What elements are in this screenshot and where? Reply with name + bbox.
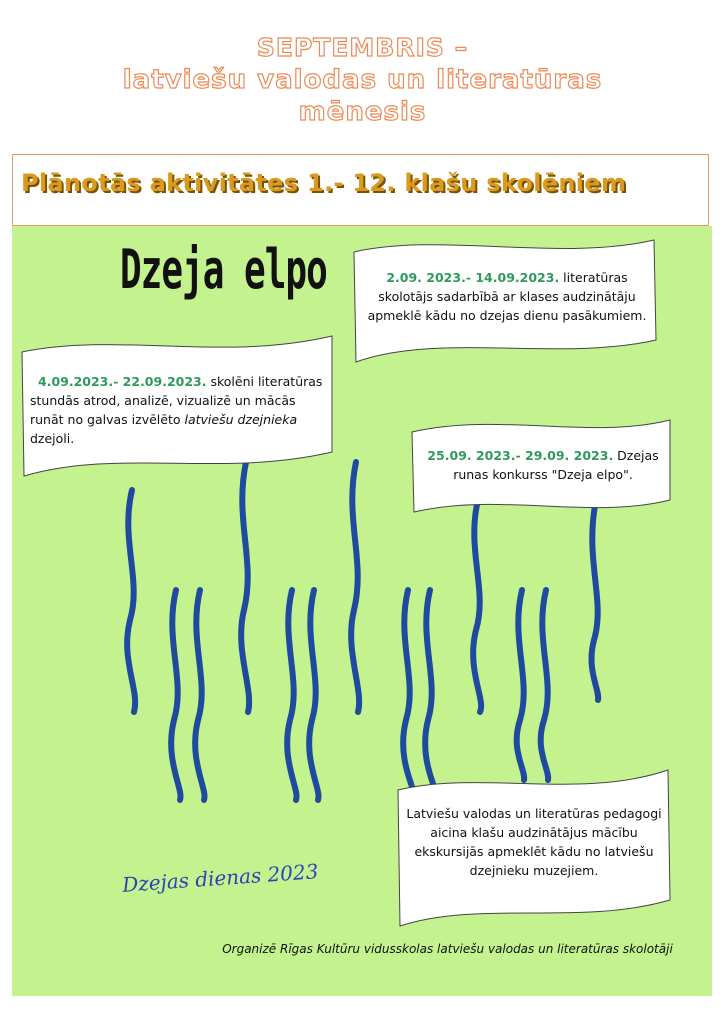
wave-line	[425, 590, 434, 790]
dzejas-dienas-signature: Dzejas dienas 2023	[121, 859, 320, 897]
wave-line	[351, 462, 359, 712]
wave-line	[127, 490, 135, 712]
wave-line	[541, 590, 548, 780]
wave-line	[171, 590, 180, 800]
organizer-footer: Organizē Rīgas Kultūru vidusskolas latviešu valodas un literatūras skolotāji	[222, 942, 673, 956]
card-description-a: skolēni literatūras stundās atrod, analizē, vizualizē un mācās runāt no galvas izvēlēto	[30, 374, 323, 427]
wave-line	[403, 590, 412, 790]
wave-line	[241, 462, 249, 712]
wave-line	[592, 500, 599, 700]
card-date: 2.09. 2023.- 14.09.2023.	[386, 270, 560, 285]
dzeja-elpo-logo: Dzeja elpo	[120, 240, 327, 302]
title-line-1: SEPTEMBRIS –	[256, 33, 469, 62]
card-description: Dzejas runas konkurss "Dzeja elpo".	[453, 448, 659, 482]
card-description: Latviešu valodas un literatūras pedagogi aicina klašu audzinātājus mācību ekskursijās apmeklēt kādu no latviešu dzejnieku muzejiem.	[406, 806, 662, 878]
activity-card-4	[406, 804, 662, 880]
card-date: 25.09. 2023.- 29.09. 2023.	[427, 448, 614, 463]
wave-line	[309, 590, 318, 800]
activities-heading: Plānotās aktivitātes 1.- 12. klašu skolēniem	[21, 169, 627, 197]
card-date: 4.09.2023.- 22.09.2023.	[38, 374, 207, 389]
card-description-b: dzejoli.	[30, 431, 75, 446]
title-line-3: mēnesis	[298, 97, 427, 127]
wave-line	[517, 590, 524, 780]
activity-card-3	[420, 446, 666, 484]
wave-line	[473, 500, 481, 712]
activity-card-2	[30, 372, 326, 448]
title-line-2: latviešu valodas un literatūras	[122, 65, 603, 95]
card-description: literatūras skolotājs sadarbībā ar klases audzinātāju apmeklē kādu no dzejas dienu pasākumiem.	[367, 270, 647, 323]
card-description-italic: latviešu dzejnieka	[184, 412, 298, 427]
wave-line	[287, 590, 296, 800]
wave-line	[195, 590, 204, 800]
activity-card-1	[364, 268, 650, 325]
